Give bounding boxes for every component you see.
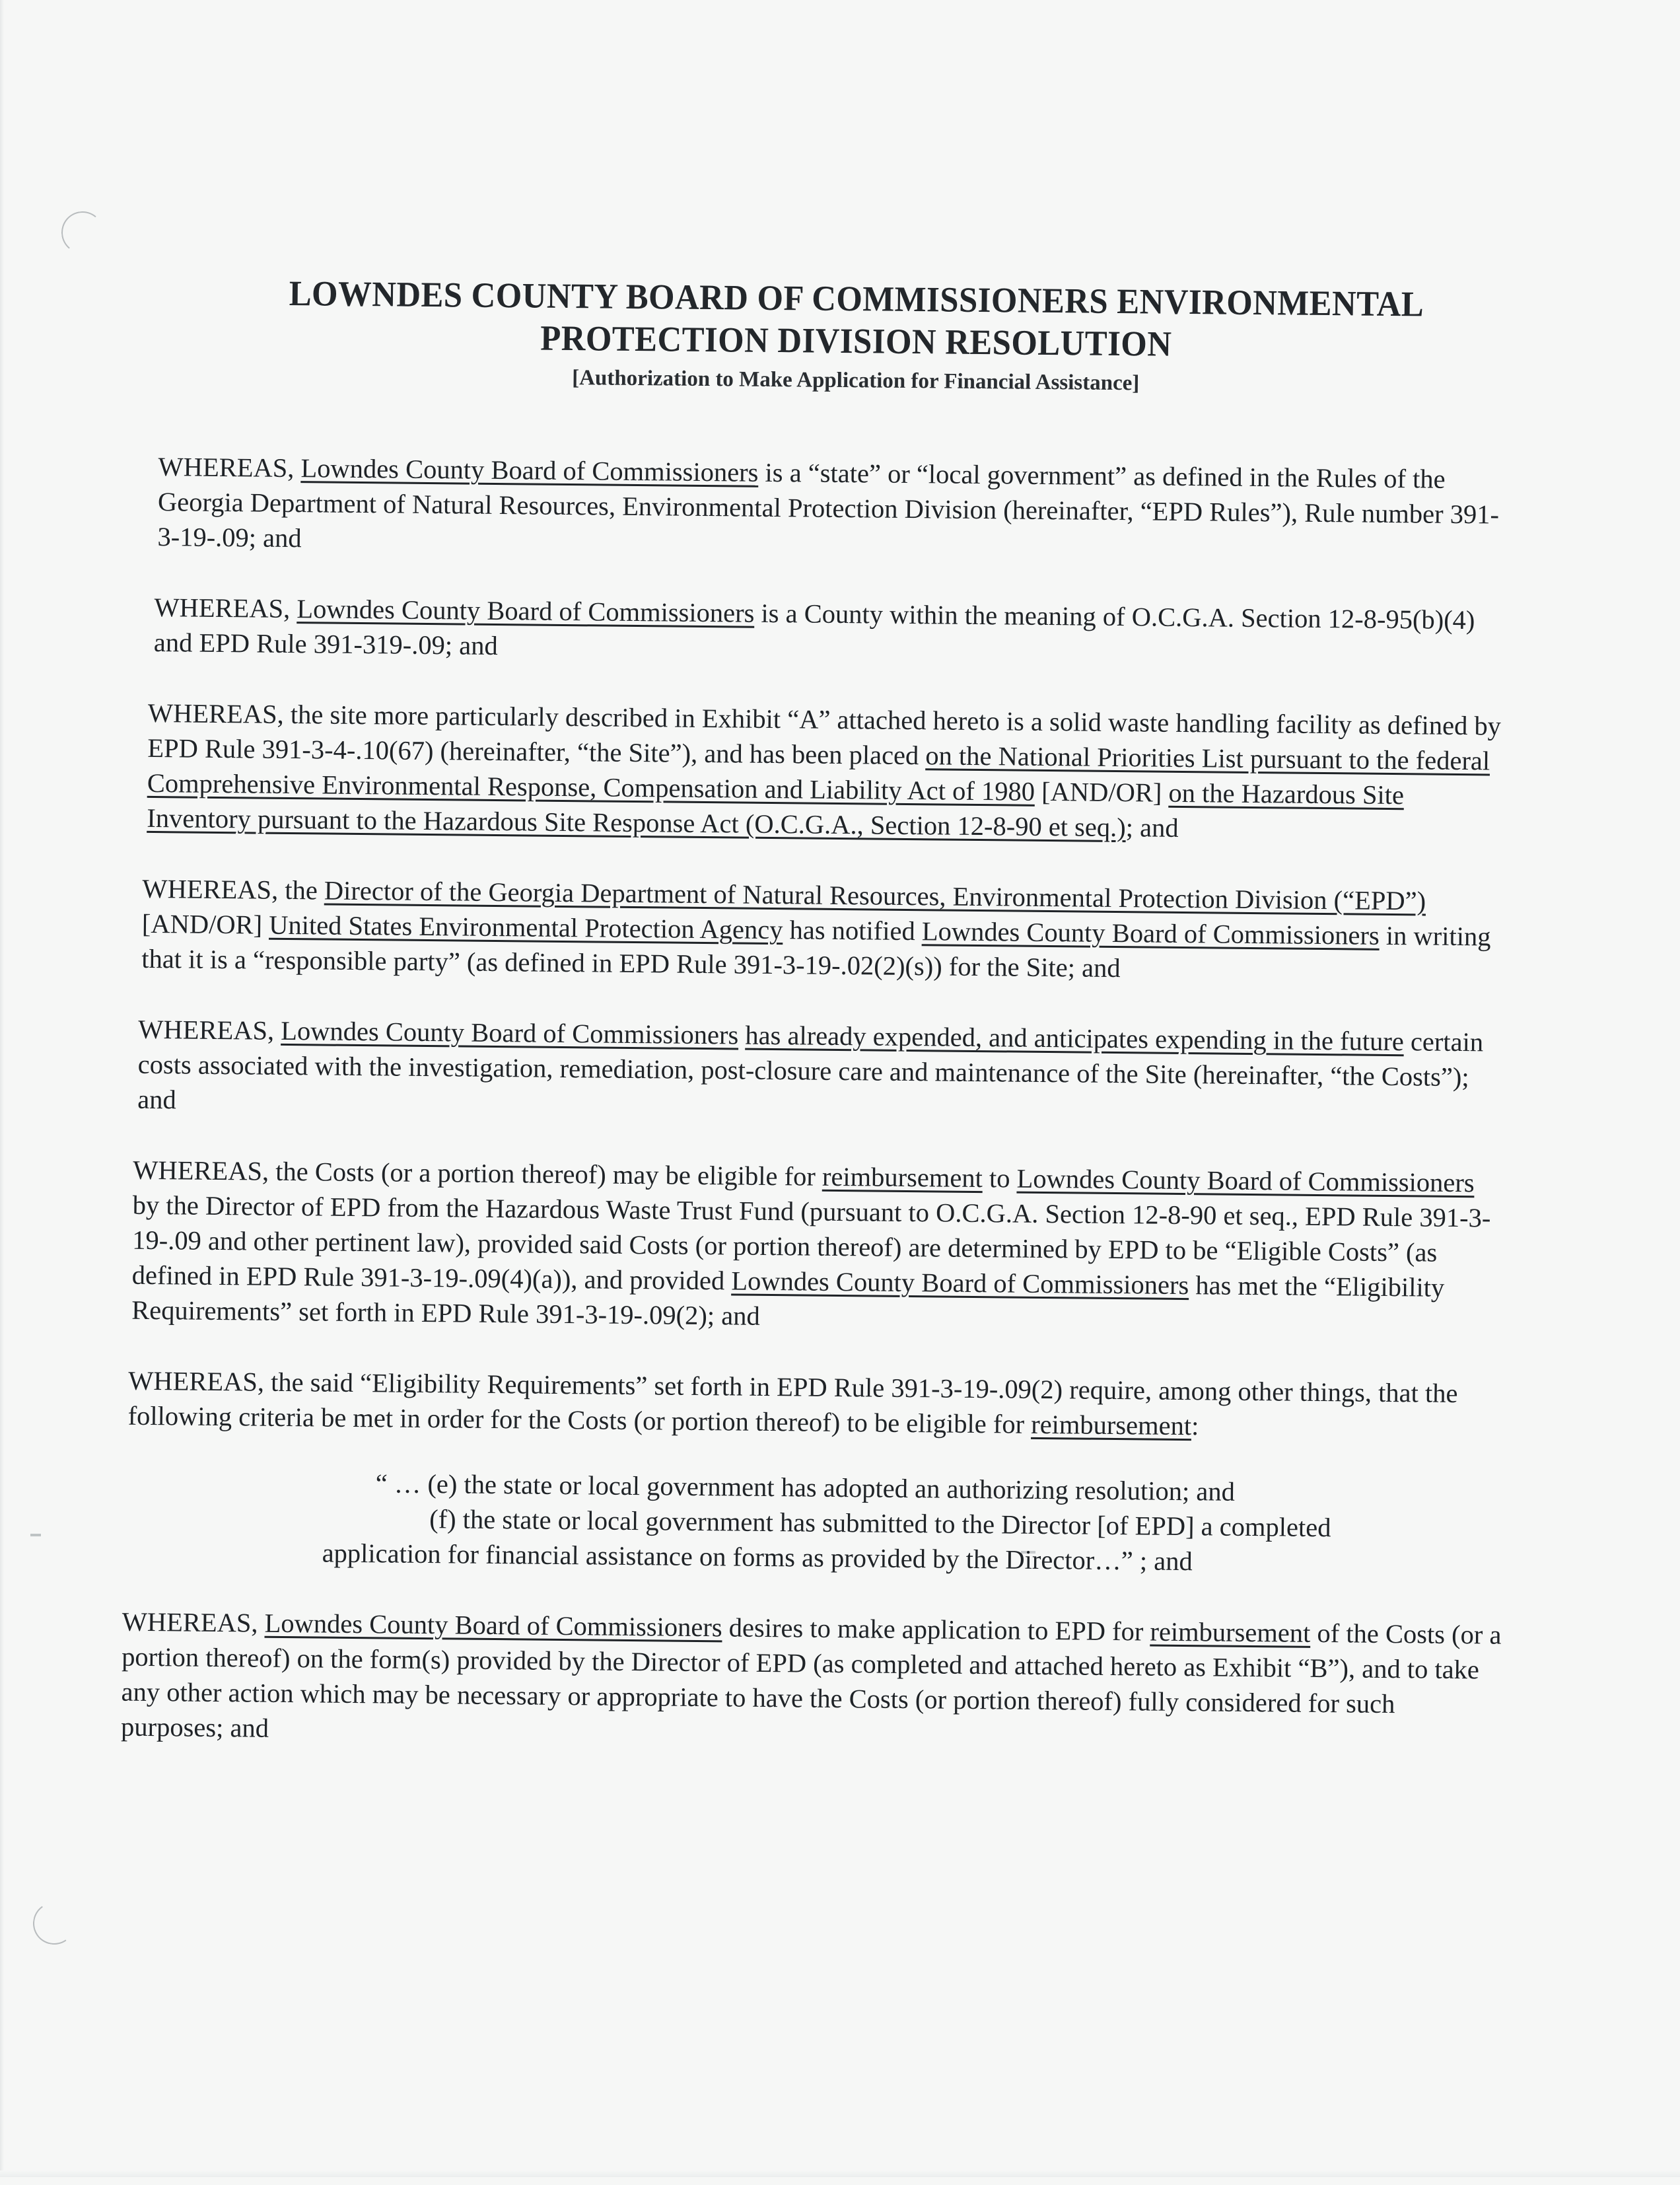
document-title-line-1: LOWNDES COUNTY BOARD OF COMMISSIONERS ENVIRONMENTAL: [289, 273, 1424, 324]
whereas-clause-5: [137, 1012, 1509, 1130]
clause-text: has notified: [783, 915, 923, 947]
clause-text: is a “state” or “local government” as defined in the Rules of the Georgia Department of Natural Resources, Environmental Protection Division (hereinafter, “EPD Rules”), Rule number 391-3-19-.09; and: [157, 457, 1500, 554]
underlined-phrase: on the Hazardous Site Inventory pursuant to the Hazardous Site Response Act (O.C.G.A., Section 12-8-90 et seq.): [147, 777, 1405, 843]
whereas-clause-7: [127, 1363, 1506, 1447]
clause-text: WHEREAS, the site more particularly described in Exhibit “A” attached hereto is a solid waste handling facility as defined by EPD Rule 391-3-4-.10(67) (hereinafter, “the Site”), and has been placed: [147, 698, 1502, 771]
underlined-phrase: Lowndes County Board of Commissioners: [300, 453, 759, 487]
whereas-clause-8: [121, 1604, 1504, 1758]
underlined-phrase: United States Environmental Protection Agency: [268, 910, 783, 945]
whereas-clause-3: [147, 696, 1512, 849]
clause-text: in writing that it is a “responsible party” (as defined in EPD Rule 391-3-19-.02(2)(s)) for the Site; and: [141, 920, 1491, 984]
quoted-criteria: [223, 1464, 1385, 1581]
clause-text: WHEREAS, the said “Eligibility Requirements” set forth in EPD Rule 391-3-19-.09(2) require, among other things, that the following criteria be met in order for the Costs (or portion thereof) to be eligible for: [127, 1365, 1458, 1439]
underlined-phrase: on the National Priorities List pursuant to the federal Comprehensive Environmental Response, Compensation and Liability Act of 1980: [147, 740, 1490, 806]
whereas-clause-4: [141, 871, 1510, 989]
underlined-phrase: Lowndes County Board of Commissioners: [731, 1266, 1189, 1301]
whereas-clause-6: [131, 1153, 1508, 1341]
underlined-phrase: reimbursement: [822, 1161, 983, 1194]
document-subtitle: [Authorization to Make Application for Financial Assistance]: [572, 366, 1140, 396]
underlined-phrase: reimbursement: [1031, 1409, 1192, 1441]
clause-text: by the Director of EPD from the Hazardous Waste Trust Fund (pursuant to O.C.G.A. Section 12-8-90 et seq., EPD Rule 391-3-19-.09 and other pertinent law), provided said Costs (or portion thereof) are determined by EPD to be “Eligible Costs” (as defined in EPD Rule 391-3-19-.09(4)(a)), and provided: [131, 1190, 1491, 1296]
whereas-clause-1: [157, 449, 1514, 567]
clause-text: WHEREAS,: [138, 1014, 281, 1046]
clause-text: WHEREAS,: [154, 592, 297, 624]
clause-text: [AND/OR]: [1034, 776, 1169, 808]
underlined-phrase: Lowndes County Board of Commissioners: [281, 1015, 739, 1050]
clause-text: WHEREAS, the: [142, 873, 325, 906]
underlined-phrase: Lowndes County Board of Commissioners: [1016, 1163, 1475, 1198]
clause-text: WHEREAS,: [158, 452, 301, 484]
whereas-clause-2: [154, 590, 1514, 673]
clause-text: of the Costs (or a portion thereof) on the form(s) provided by the Director of EPD (as completed and attached hereto as Exhibit “B”), and to take any other action which may be necessary or appropriate to have the Costs (or portion thereof) fully considered for such purposes; and: [120, 1618, 1502, 1743]
underlined-phrase: reimbursement: [1150, 1616, 1311, 1648]
underlined-phrase: Director of the Georgia Department of Natural Resources, Environmental Protection Division (“EPD”): [324, 875, 1426, 916]
document-body: [120, 449, 1514, 1793]
document-header: [199, 271, 1514, 402]
document-title-line-2: PROTECTION DIVISION RESOLUTION: [540, 318, 1172, 364]
underlined-phrase: Lowndes County Board of Commissioners: [264, 1608, 722, 1643]
underlined-phrase: Lowndes County Board of Commissioners: [297, 594, 755, 628]
underlined-phrase: has already expended, and anticipates expending in the future: [745, 1020, 1405, 1057]
clause-text: [738, 1021, 746, 1050]
clause-text: is a County within the meaning of O.C.G.A. Section 12-8-95(b)(4) and EPD Rule 391-319-.09; and: [153, 598, 1475, 661]
clause-text: WHEREAS,: [122, 1606, 265, 1638]
clause-text: certain costs associated with the investigation, remediation, post-closure care and maintenance of the Site (hereinafter, “the Costs”); and: [137, 1026, 1484, 1115]
clause-text: WHEREAS, the Costs (or a portion thereof) may be eligible for: [133, 1155, 823, 1192]
quoted-criterion-f: (f) the state or local government has submitted to the Director [of EPD] a completed: [429, 1504, 1331, 1543]
clause-text: desires to make application to EPD for: [722, 1612, 1150, 1647]
underlined-phrase: Lowndes County Board of Commissioners: [921, 916, 1380, 950]
clause-text: ; and: [1125, 812, 1179, 843]
clause-text: has met the “Eligibility Requirements” set forth in EPD Rule 391-3-19-.09(2); and: [131, 1270, 1445, 1331]
clause-text: [AND/OR]: [141, 908, 269, 940]
quoted-criterion-e: “ … (e) the state or local government has adopted an authorizing resolution; and: [375, 1468, 1236, 1507]
clause-text: to: [982, 1163, 1017, 1194]
clause-text: :: [1191, 1411, 1199, 1441]
quoted-criterion-f-continued: application for financial assistance on forms as provided by the Director…” ; and: [322, 1538, 1193, 1577]
